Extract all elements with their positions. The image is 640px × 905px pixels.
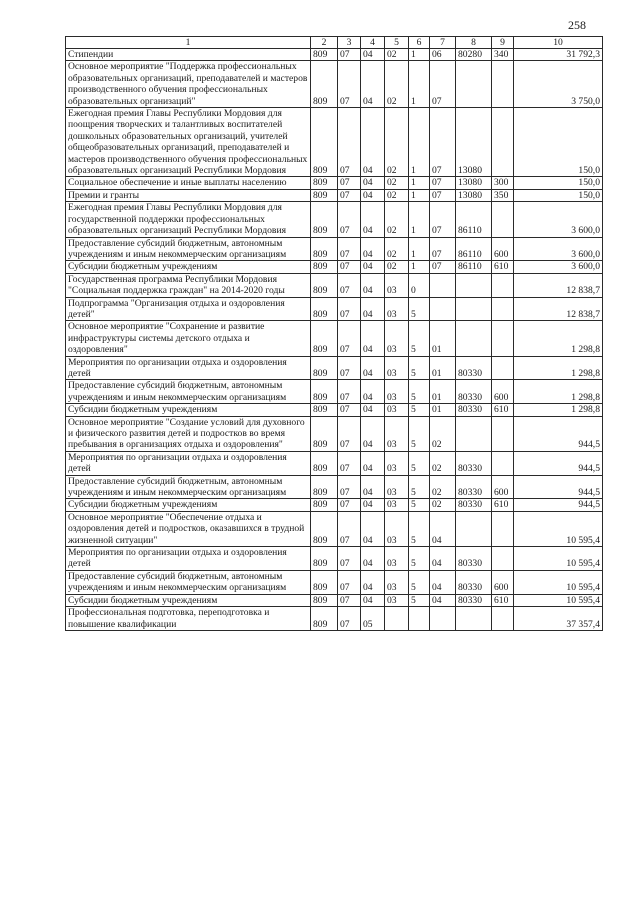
- header-cell-6: 6: [409, 37, 430, 49]
- row-amount: 150,0: [514, 177, 603, 189]
- col-subprogram: [409, 607, 430, 631]
- col-subsection: 04: [361, 416, 385, 451]
- col-direction: 86110: [456, 202, 492, 237]
- row-description: Субсидии бюджетным учреждениям: [66, 499, 311, 511]
- header-cell-8: 8: [456, 37, 492, 49]
- col-program: 03: [385, 499, 409, 511]
- col-admin-code: 809: [311, 416, 338, 451]
- col-expense-type: 350: [492, 189, 514, 201]
- col-program: 03: [385, 475, 409, 499]
- col-subsection: 04: [361, 547, 385, 571]
- col-subsection: 04: [361, 511, 385, 546]
- row-amount: 1 298,8: [514, 321, 603, 356]
- col-expense-type: 600: [492, 380, 514, 404]
- col-admin-code: 809: [311, 451, 338, 475]
- col-measure: 07: [430, 237, 456, 261]
- col-expense-type: [492, 451, 514, 475]
- col-admin-code: 809: [311, 177, 338, 189]
- col-direction: 80330: [456, 547, 492, 571]
- col-measure: 02: [430, 475, 456, 499]
- col-program: 02: [385, 177, 409, 189]
- col-direction: [456, 321, 492, 356]
- col-admin-code: 809: [311, 594, 338, 606]
- row-description: Субсидии бюджетным учреждениям: [66, 594, 311, 606]
- row-description: Предоставление субсидий бюджетным, автономным учреждениям и иным некоммерческим организациям: [66, 475, 311, 499]
- row-description: Ежегодная премия Главы Республики Мордовия для поощрения творческих и талантливых воспитателей дошкольных образовательных организаций, учителей общеобразовательных организаций, преподавателей и мастеров производственного обучения профессиональных образовательных организаций Республики Мордовия: [66, 108, 311, 177]
- table-row: [66, 49, 603, 61]
- col-expense-type: [492, 108, 514, 177]
- col-subprogram: 5: [409, 356, 430, 380]
- row-amount: 944,5: [514, 475, 603, 499]
- row-amount: 10 595,4: [514, 570, 603, 594]
- row-description: Мероприятия по организации отдыха и оздоровления детей: [66, 547, 311, 571]
- col-admin-code: 809: [311, 356, 338, 380]
- table-row: [66, 177, 603, 189]
- col-expense-type: [492, 321, 514, 356]
- row-amount: 1 298,8: [514, 356, 603, 380]
- table-row: [66, 594, 603, 606]
- col-direction: 80330: [456, 570, 492, 594]
- col-subsection: 04: [361, 202, 385, 237]
- col-program: 03: [385, 547, 409, 571]
- col-admin-code: 809: [311, 475, 338, 499]
- header-cell-7: 7: [430, 37, 456, 49]
- col-direction: 13080: [456, 177, 492, 189]
- col-subprogram: 5: [409, 475, 430, 499]
- table-row: [66, 261, 603, 273]
- col-direction: 80280: [456, 49, 492, 61]
- row-description: Социальное обеспечение и иные выплаты населению: [66, 177, 311, 189]
- col-subprogram: 1: [409, 61, 430, 108]
- col-admin-code: 809: [311, 261, 338, 273]
- col-section: 07: [338, 261, 361, 273]
- table-row: [66, 356, 603, 380]
- table-body: [66, 49, 603, 631]
- col-measure: 01: [430, 321, 456, 356]
- col-section: 07: [338, 547, 361, 571]
- table-row: [66, 416, 603, 451]
- col-program: 03: [385, 570, 409, 594]
- col-expense-type: 610: [492, 499, 514, 511]
- col-direction: 13080: [456, 108, 492, 177]
- col-measure: 01: [430, 356, 456, 380]
- col-expense-type: 610: [492, 261, 514, 273]
- col-subprogram: 1: [409, 237, 430, 261]
- col-direction: 80330: [456, 380, 492, 404]
- row-description: Основное мероприятие "Сохранение и развитие инфраструктуры системы детского отдыха и оздоровления": [66, 321, 311, 356]
- col-expense-type: [492, 607, 514, 631]
- col-section: 07: [338, 404, 361, 416]
- col-subsection: 05: [361, 607, 385, 631]
- row-amount: 10 595,4: [514, 594, 603, 606]
- col-subprogram: 5: [409, 297, 430, 321]
- col-expense-type: 610: [492, 594, 514, 606]
- col-subsection: 04: [361, 297, 385, 321]
- row-amount: 944,5: [514, 499, 603, 511]
- col-program: 03: [385, 356, 409, 380]
- header-cell-1: 1: [66, 37, 311, 49]
- row-amount: 12 838,7: [514, 273, 603, 297]
- col-section: 07: [338, 511, 361, 546]
- col-expense-type: [492, 273, 514, 297]
- row-amount: 150,0: [514, 108, 603, 177]
- table-row: [66, 404, 603, 416]
- col-direction: [456, 607, 492, 631]
- row-description: Мероприятия по организации отдыха и оздоровления детей: [66, 451, 311, 475]
- row-description: Основное мероприятие "Создание условий для духовного и физического развития детей и подростков во время пребывания в организациях отдыха и оздоровления": [66, 416, 311, 451]
- col-program: 03: [385, 380, 409, 404]
- header-cell-3: 3: [338, 37, 361, 49]
- col-section: 07: [338, 321, 361, 356]
- col-subsection: 04: [361, 404, 385, 416]
- col-section: 07: [338, 607, 361, 631]
- table-row: [66, 499, 603, 511]
- col-subsection: 04: [361, 570, 385, 594]
- row-description: Основное мероприятие "Обеспечение отдыха и оздоровления детей и подростков, оказавшихся в трудной жизненной ситуации": [66, 511, 311, 546]
- col-program: [385, 607, 409, 631]
- col-measure: 07: [430, 189, 456, 201]
- col-program: 02: [385, 189, 409, 201]
- col-admin-code: 809: [311, 237, 338, 261]
- col-section: 07: [338, 499, 361, 511]
- col-measure: 01: [430, 380, 456, 404]
- col-subprogram: 5: [409, 404, 430, 416]
- table-row: [66, 475, 603, 499]
- col-admin-code: 809: [311, 189, 338, 201]
- col-direction: 80330: [456, 499, 492, 511]
- col-measure: 07: [430, 61, 456, 108]
- col-measure: 07: [430, 202, 456, 237]
- table-row: [66, 607, 603, 631]
- table-row: [66, 273, 603, 297]
- col-admin-code: 809: [311, 570, 338, 594]
- col-admin-code: 809: [311, 108, 338, 177]
- col-subprogram: 0: [409, 273, 430, 297]
- col-subprogram: 5: [409, 499, 430, 511]
- col-program: 02: [385, 202, 409, 237]
- col-subprogram: 1: [409, 202, 430, 237]
- col-section: 07: [338, 451, 361, 475]
- col-measure: 04: [430, 511, 456, 546]
- col-expense-type: [492, 416, 514, 451]
- header-row: [66, 37, 603, 49]
- col-measure: 01: [430, 404, 456, 416]
- row-description: Мероприятия по организации отдыха и оздоровления детей: [66, 356, 311, 380]
- col-admin-code: 809: [311, 511, 338, 546]
- col-program: 02: [385, 108, 409, 177]
- col-expense-type: 600: [492, 570, 514, 594]
- col-subprogram: 5: [409, 594, 430, 606]
- col-subsection: 04: [361, 261, 385, 273]
- col-section: 07: [338, 380, 361, 404]
- col-measure: 04: [430, 570, 456, 594]
- row-description: Подпрограмма "Организация отдыха и оздоровления детей": [66, 297, 311, 321]
- col-admin-code: 809: [311, 273, 338, 297]
- header-cell-10: 10: [514, 37, 603, 49]
- table-row: [66, 321, 603, 356]
- table-row: [66, 189, 603, 201]
- row-amount: 944,5: [514, 416, 603, 451]
- col-measure: [430, 297, 456, 321]
- col-subprogram: 1: [409, 49, 430, 61]
- row-amount: 944,5: [514, 451, 603, 475]
- header-cell-4: 4: [361, 37, 385, 49]
- row-amount: 10 595,4: [514, 511, 603, 546]
- col-expense-type: 600: [492, 475, 514, 499]
- row-description: Стипендии: [66, 49, 311, 61]
- col-subsection: 04: [361, 321, 385, 356]
- col-section: 07: [338, 356, 361, 380]
- col-subsection: 04: [361, 451, 385, 475]
- col-subprogram: 1: [409, 189, 430, 201]
- col-admin-code: 809: [311, 49, 338, 61]
- col-measure: 02: [430, 499, 456, 511]
- col-measure: 04: [430, 594, 456, 606]
- header-cell-5: 5: [385, 37, 409, 49]
- col-section: 07: [338, 108, 361, 177]
- row-description: Основное мероприятие "Поддержка профессиональных образовательных организаций, преподавателей и мастеров производственного обучения профессиональных образовательных организаций": [66, 61, 311, 108]
- col-direction: [456, 61, 492, 108]
- col-section: 07: [338, 177, 361, 189]
- col-subsection: 04: [361, 594, 385, 606]
- col-section: 07: [338, 202, 361, 237]
- col-program: 03: [385, 511, 409, 546]
- col-section: 07: [338, 237, 361, 261]
- row-amount: 37 357,4: [514, 607, 603, 631]
- col-subprogram: 5: [409, 547, 430, 571]
- col-section: 07: [338, 189, 361, 201]
- row-description: Профессиональная подготовка, переподготовка и повышение квалификации: [66, 607, 311, 631]
- col-direction: 86110: [456, 261, 492, 273]
- col-measure: 07: [430, 261, 456, 273]
- row-amount: 3 600,0: [514, 202, 603, 237]
- row-amount: 1 298,8: [514, 404, 603, 416]
- table-header: [66, 37, 603, 49]
- col-subsection: 04: [361, 380, 385, 404]
- col-section: 07: [338, 297, 361, 321]
- col-direction: 13080: [456, 189, 492, 201]
- row-amount: 1 298,8: [514, 380, 603, 404]
- col-subprogram: 5: [409, 416, 430, 451]
- row-description: Ежегодная премия Главы Республики Мордовия для государственной поддержки профессиональных образовательных организаций Республики Мордовия: [66, 202, 311, 237]
- col-direction: 86110: [456, 237, 492, 261]
- col-program: 03: [385, 594, 409, 606]
- row-amount: 3 750,0: [514, 61, 603, 108]
- col-measure: 06: [430, 49, 456, 61]
- col-program: 02: [385, 61, 409, 108]
- row-amount: 150,0: [514, 189, 603, 201]
- col-admin-code: 809: [311, 404, 338, 416]
- header-cell-2: 2: [311, 37, 338, 49]
- col-expense-type: 300: [492, 177, 514, 189]
- col-expense-type: [492, 61, 514, 108]
- row-amount: 31 792,3: [514, 49, 603, 61]
- col-program: 03: [385, 297, 409, 321]
- col-measure: [430, 273, 456, 297]
- row-description: Предоставление субсидий бюджетным, автономным учреждениям и иным некоммерческим организациям: [66, 380, 311, 404]
- table-row: [66, 451, 603, 475]
- col-expense-type: [492, 511, 514, 546]
- col-subsection: 04: [361, 499, 385, 511]
- col-subsection: 04: [361, 61, 385, 108]
- table-row: [66, 202, 603, 237]
- col-subsection: 04: [361, 177, 385, 189]
- col-subprogram: 5: [409, 451, 430, 475]
- col-expense-type: 610: [492, 404, 514, 416]
- row-description: Премии и гранты: [66, 189, 311, 201]
- row-amount: 3 600,0: [514, 237, 603, 261]
- col-program: 02: [385, 261, 409, 273]
- col-program: 03: [385, 416, 409, 451]
- col-subprogram: 5: [409, 511, 430, 546]
- col-expense-type: [492, 547, 514, 571]
- col-direction: 80330: [456, 451, 492, 475]
- col-section: 07: [338, 273, 361, 297]
- col-subprogram: 1: [409, 177, 430, 189]
- col-expense-type: [492, 202, 514, 237]
- col-expense-type: 340: [492, 49, 514, 61]
- col-subprogram: 5: [409, 570, 430, 594]
- table-row: [66, 237, 603, 261]
- col-direction: 80330: [456, 475, 492, 499]
- col-direction: [456, 273, 492, 297]
- col-expense-type: [492, 297, 514, 321]
- table-row: [66, 511, 603, 546]
- col-admin-code: 809: [311, 607, 338, 631]
- col-measure: 02: [430, 416, 456, 451]
- col-admin-code: 809: [311, 297, 338, 321]
- col-expense-type: [492, 356, 514, 380]
- col-direction: 80330: [456, 356, 492, 380]
- col-subprogram: 1: [409, 108, 430, 177]
- col-measure: 04: [430, 547, 456, 571]
- col-subprogram: 1: [409, 261, 430, 273]
- row-description: Субсидии бюджетным учреждениям: [66, 404, 311, 416]
- col-admin-code: 809: [311, 202, 338, 237]
- col-admin-code: 809: [311, 499, 338, 511]
- row-description: Предоставление субсидий бюджетным, автономным учреждениям и иным некоммерческим организациям: [66, 570, 311, 594]
- col-direction: [456, 511, 492, 546]
- col-measure: 07: [430, 177, 456, 189]
- table-row: [66, 108, 603, 177]
- col-subsection: 04: [361, 189, 385, 201]
- table-row: [66, 297, 603, 321]
- table-row: [66, 61, 603, 108]
- col-admin-code: 809: [311, 61, 338, 108]
- col-measure: 07: [430, 108, 456, 177]
- col-admin-code: 809: [311, 380, 338, 404]
- row-amount: 12 838,7: [514, 297, 603, 321]
- col-direction: [456, 297, 492, 321]
- row-amount: 3 600,0: [514, 261, 603, 273]
- table-row: [66, 570, 603, 594]
- col-direction: [456, 416, 492, 451]
- col-section: 07: [338, 594, 361, 606]
- col-section: 07: [338, 475, 361, 499]
- col-subsection: 04: [361, 108, 385, 177]
- col-section: 07: [338, 570, 361, 594]
- col-program: 03: [385, 451, 409, 475]
- col-subsection: 04: [361, 356, 385, 380]
- col-section: 07: [338, 61, 361, 108]
- col-admin-code: 809: [311, 321, 338, 356]
- col-subsection: 04: [361, 49, 385, 61]
- row-description: Государственная программа Республики Мордовия "Социальная поддержка граждан" на 2014-2020 годы: [66, 273, 311, 297]
- col-subsection: 04: [361, 475, 385, 499]
- header-cell-9: 9: [492, 37, 514, 49]
- col-expense-type: 600: [492, 237, 514, 261]
- col-measure: 02: [430, 451, 456, 475]
- budget-table: [65, 36, 603, 631]
- row-description: Субсидии бюджетным учреждениям: [66, 261, 311, 273]
- col-program: 02: [385, 237, 409, 261]
- col-direction: 80330: [456, 404, 492, 416]
- col-section: 07: [338, 416, 361, 451]
- col-program: 03: [385, 321, 409, 356]
- col-program: 03: [385, 273, 409, 297]
- table-row: [66, 380, 603, 404]
- col-program: 02: [385, 49, 409, 61]
- col-direction: 80330: [456, 594, 492, 606]
- col-subsection: 04: [361, 237, 385, 261]
- col-program: 03: [385, 404, 409, 416]
- row-description: Предоставление субсидий бюджетным, автономным учреждениям и иным некоммерческим организациям: [66, 237, 311, 261]
- col-subprogram: 5: [409, 380, 430, 404]
- table-row: [66, 547, 603, 571]
- page-number: 258: [568, 18, 586, 32]
- col-subprogram: 5: [409, 321, 430, 356]
- col-measure: [430, 607, 456, 631]
- col-subsection: 04: [361, 273, 385, 297]
- col-admin-code: 809: [311, 547, 338, 571]
- col-section: 07: [338, 49, 361, 61]
- row-amount: 10 595,4: [514, 547, 603, 571]
